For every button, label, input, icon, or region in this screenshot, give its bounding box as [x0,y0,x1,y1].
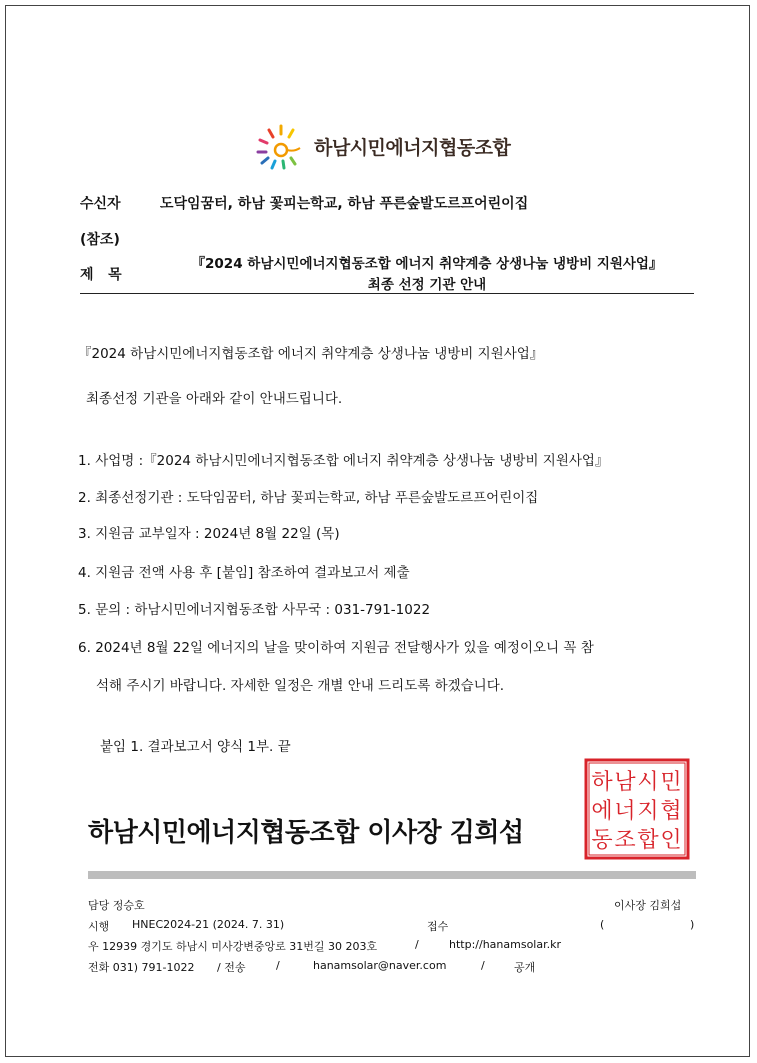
sun-logo-icon [254,122,308,170]
item-text: 문의 : 하남시민에너지협동조합 사무국 : 031-791-1022 [95,602,431,618]
item-text: 2024년 8월 22일 에너지의 날을 맞이하여 지원금 전달행사가 있을 예정이오니 꼭 참 [95,640,594,656]
list-item [78,522,340,542]
seal-character: 인 [660,828,682,853]
phone: 전화 031) 791-1022 [88,961,195,974]
email-link[interactable]: hanamsolar@naver.com [313,959,447,972]
subject-line1: 『2024 하남시민에너지협동조합 에너지 취약계층 상생나눔 냉방비 지원사업』 [191,256,663,272]
item-text: 지원금 교부일자 : 2024년 8월 22일 (목) [95,526,340,542]
item-number: 5. [78,602,91,618]
seal-character: 민 [660,770,682,795]
drafter: 담당 정승호 [88,899,145,912]
signer-name: 하남시민에너지협동조합 이사장 김희섭 [88,818,524,848]
list-item [78,636,594,656]
item-text: 최종선정기관 : 도닥임꿈터, 하남 꽃피는학교, 하남 푸른숲발도르프어린이집 [95,490,539,506]
seal-character: 너 [614,799,636,824]
receipt-open-paren: ( [600,918,605,931]
list-item [78,598,430,618]
seal-character: 조 [614,828,636,853]
item-text: 사업명 :『2024 하남시민에너지협동조합 에너지 취약계층 상생나눔 냉방비 지원사업』 [95,453,609,469]
item-text: 지원금 전액 사용 후 [붙임] 참조하여 결과보고서 제출 [95,565,410,581]
logo-text: 하남시민에너지협동조합 [314,136,511,159]
seal-character: 에 [591,799,613,824]
intro-line2: 최종선정 기관을 아래와 같이 안내드립니다. [86,391,343,407]
recipient-value: 도닥임꿈터, 하남 꽃피는학교, 하남 푸른숲발도르프어린이집 [160,196,529,212]
item-number: 1. [78,453,91,469]
separator: / [481,959,485,972]
item-number: 4. [78,565,91,581]
item-number: 3. [78,526,91,542]
official-seal-icon [584,758,690,860]
footer-divider-bar [88,871,696,879]
seal-character: 시 [637,770,659,795]
list-item [78,561,410,581]
fax: / 전송 [217,961,246,974]
separator: / [415,938,419,951]
list-item [78,486,538,506]
address: 우 12939 경기도 하남시 미사강변중앙로 31번길 30 203호 [88,940,378,953]
subject-line2: 최종 선정 기관 안내 [367,277,487,293]
receipt-label: 접수 [427,920,449,933]
seal-character: 협 [660,799,682,824]
item-number: 6. [78,640,91,656]
attachment-note: 붙임 1. 결과보고서 양식 1부. 끝 [100,739,291,755]
item-number: 2. [78,490,91,506]
receipt-close-paren: ) [690,918,695,931]
item6-continuation: 석해 주시기 바랍니다. 자세한 일정은 개별 안내 드리도록 하겠습니다. [96,678,505,694]
recipient-label: 수신자 [80,196,121,212]
issue-number: HNEC2024-21 (2024. 7. 31) [132,918,285,931]
intro-line1: 『2024 하남시민에너지협동조합 에너지 취약계층 상생나눔 냉방비 지원사업』 [78,346,544,362]
approver: 이사장 김희섭 [614,899,682,912]
seal-character: 동 [591,828,613,853]
logo [254,122,510,170]
seal-character: 남 [614,770,636,795]
website-link[interactable]: http://hanamsolar.kr [449,938,561,951]
reference-label: (참조) [80,232,120,248]
list-item [78,449,608,469]
disclosure-status: 공개 [514,961,536,974]
separator: / [276,959,280,972]
issue-label: 시행 [88,920,110,933]
seal-character: 지 [637,799,659,824]
subject-label: 제 목 [80,267,122,283]
seal-character: 합 [637,828,659,853]
seal-character: 하 [591,770,613,795]
header-divider [80,293,694,294]
